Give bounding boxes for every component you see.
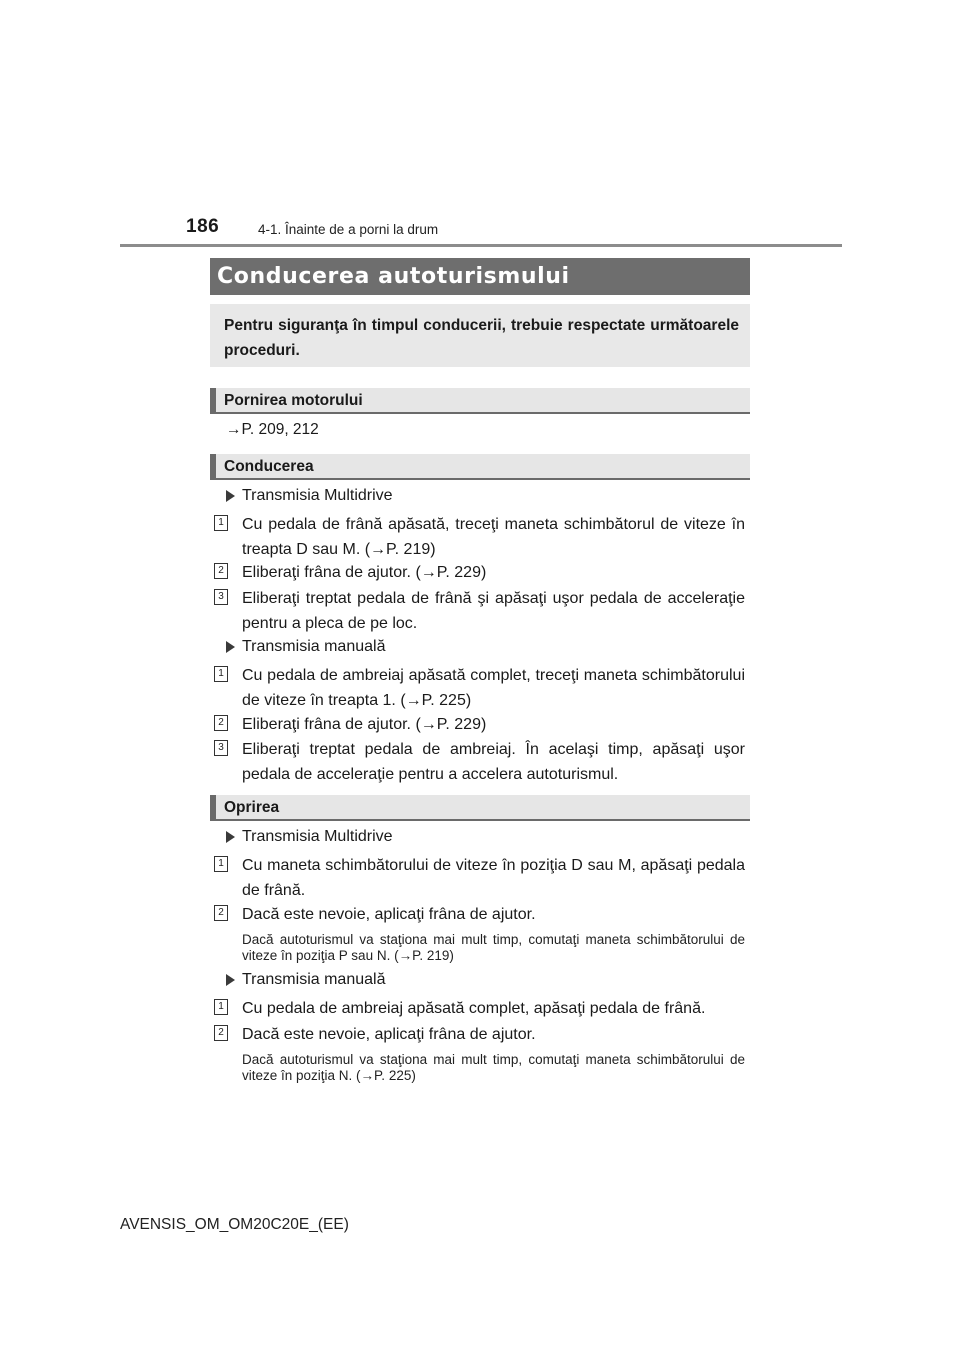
triangle-bullet-icon xyxy=(226,831,235,843)
step-text: Eliberaţi frâna de ajutor. (→P. 229) xyxy=(242,716,487,733)
note-text: Dacă autoturismul va staţiona mai mult timp, comutaţi maneta schimbătorului de viteze în poziţia N. (→P. 225) xyxy=(242,1052,745,1083)
note-text: Dacă autoturismul va staţiona mai mult timp, comutaţi maneta schimbătorului de viteze în poziţia P sau N. (→P. 219) xyxy=(242,932,745,963)
footer-doc-id: AVENSIS_OM_OM20C20E_(EE) xyxy=(120,1216,349,1233)
step-text: Cu pedala de ambreiaj apăsată complet, treceţi maneta schimbătorului de viteze în treapta 1. (→P. 225) xyxy=(242,667,745,709)
step-text: Eliberaţi frâna de ajutor. (→P. 229) xyxy=(242,564,487,581)
step-item xyxy=(214,1022,745,1047)
category-label: Transmisia manuală xyxy=(242,638,386,655)
category-label: Transmisia Multidrive xyxy=(242,487,393,504)
category-multidrive xyxy=(226,487,393,505)
category-multidrive xyxy=(226,828,393,846)
reference-pornire: →P. 209, 212 xyxy=(226,421,319,438)
subheading-oprirea: Oprirea xyxy=(210,795,750,821)
category-label: Transmisia Multidrive xyxy=(242,828,393,845)
page-number: 186 xyxy=(186,216,220,237)
section-title: Conducerea autoturismului xyxy=(210,258,750,295)
step-text: Eliberaţi treptat pedala de ambreiaj. În acelaşi timp, apăsaţi uşor pedala de acceleraţie pentru a accelera autoturismul. xyxy=(242,741,745,783)
step-text: Eliberaţi treptat pedala de frână şi apăsaţi uşor pedala de acceleraţie pentru a pleca de pe loc. xyxy=(242,590,745,632)
triangle-bullet-icon xyxy=(226,974,235,986)
subheading-conducerea: Conducerea xyxy=(210,454,750,480)
step-item xyxy=(214,663,745,713)
category-manual xyxy=(226,638,385,656)
chapter-title: 4-1. Înainte de a porni la drum xyxy=(258,222,439,237)
step-item xyxy=(214,737,745,787)
step-text: Dacă este nevoie, aplicaţi frâna de ajutor. xyxy=(242,1026,536,1043)
step-number: 2 xyxy=(214,563,228,579)
subheading-pornire: Pornirea motorului xyxy=(210,388,750,414)
step-number: 1 xyxy=(214,999,228,1015)
intro-box: Pentru siguranţa în timpul conducerii, trebuie respectate următoarele proceduri. xyxy=(210,304,750,367)
step-text: Cu pedala de ambreiaj apăsată complet, apăsaţi pedala de frână. xyxy=(242,1000,706,1017)
step-item xyxy=(214,902,745,927)
step-number: 3 xyxy=(214,740,228,756)
header-rule xyxy=(120,244,842,247)
step-text: Dacă este nevoie, aplicaţi frâna de ajutor. xyxy=(242,906,536,923)
step-text: Cu pedala de frână apăsată, treceţi maneta schimbătorul de viteze în treapta D sau M. (→P. 219) xyxy=(242,516,745,558)
triangle-bullet-icon xyxy=(226,490,235,502)
step-item xyxy=(214,996,745,1021)
step-number: 1 xyxy=(214,666,228,682)
step-item xyxy=(214,512,745,562)
category-manual xyxy=(226,971,385,989)
step-number: 1 xyxy=(214,856,228,872)
step-number: 2 xyxy=(214,715,228,731)
category-label: Transmisia manuală xyxy=(242,971,386,988)
step-number: 3 xyxy=(214,589,228,605)
triangle-bullet-icon xyxy=(226,641,235,653)
step-number: 2 xyxy=(214,905,228,921)
step-item xyxy=(214,712,745,737)
step-item xyxy=(214,560,745,585)
step-item xyxy=(214,586,745,636)
step-number: 2 xyxy=(214,1025,228,1041)
step-text: Cu maneta schimbătorului de viteze în poziţia D sau M, apăsaţi pedala de frână. xyxy=(242,857,745,899)
step-item xyxy=(214,853,745,903)
step-number: 1 xyxy=(214,515,228,531)
